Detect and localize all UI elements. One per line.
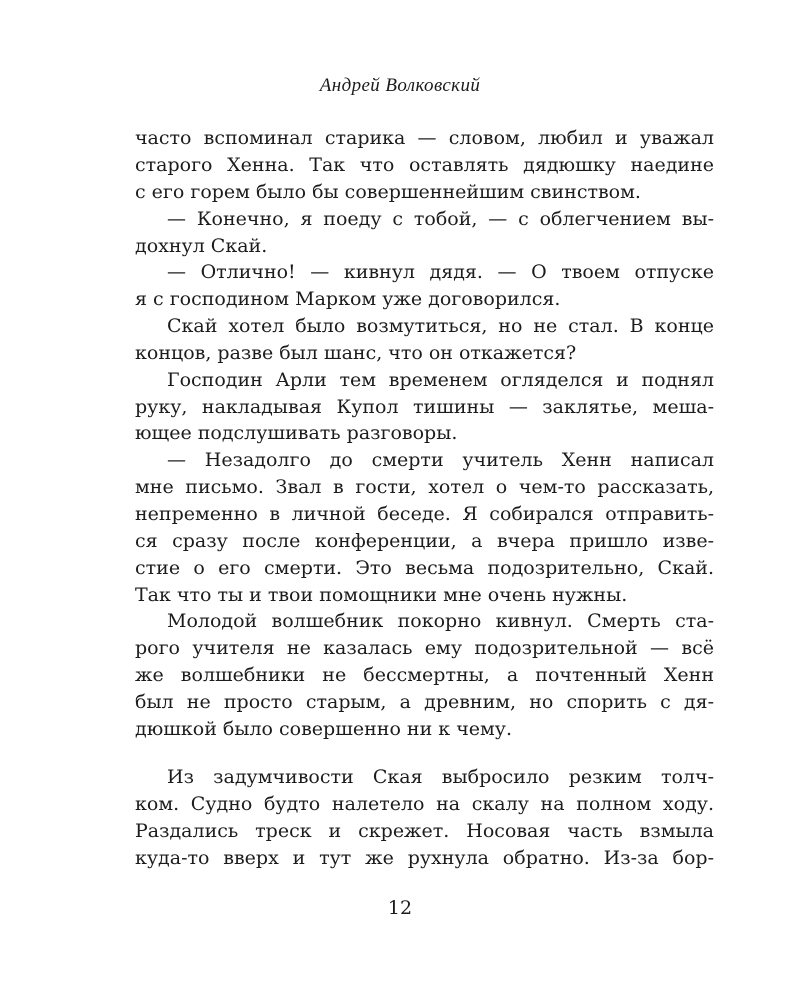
text-line: Из задумчивости Ская выбросило резким толч- xyxy=(167,766,714,788)
text-line: — Конечно, я поеду с тобой, — с облегчением вы- xyxy=(167,208,714,230)
text-line: же волшебники не бессмертны, а почтенный Хенн xyxy=(135,664,714,686)
text-line: Скай хотел было возмутиться, но не стал. В конце xyxy=(167,315,714,337)
text-line: ющее подслушивать разговоры. xyxy=(135,422,458,444)
text-line: Господин Арли тем временем огляделся и поднял xyxy=(167,369,714,391)
text-line: с его горем было бы совершеннейшим свинством. xyxy=(135,181,641,203)
text-line: Молодой волшебник покорно кивнул. Смерть ста- xyxy=(167,610,714,632)
text-line: концов, разве был шанс, что он откажется? xyxy=(135,342,577,364)
text-line: я с господином Марком уже договорился. xyxy=(135,288,561,310)
text-line: дохнул Скай. xyxy=(135,235,268,257)
text-line: — Незадолго до смерти учитель Хенн написал xyxy=(167,449,714,471)
text-line: руку, накладывая Купол тишины — заклятье, меша- xyxy=(135,396,714,418)
text-line: старого Хенна. Так что оставлять дядюшку наедине xyxy=(135,154,714,176)
text-line: стие о его смерти. Это весьма подозрительно, Скай. xyxy=(135,557,714,579)
text-line: был не просто старым, а древним, но спорить с дя- xyxy=(135,691,714,713)
running-head-author: Андрей Волковский xyxy=(319,75,481,96)
text-line: ком. Судно будто налетело на скалу на полном ходу. xyxy=(135,793,714,815)
text-line: ся сразу после конференции, а вчера пришло изве- xyxy=(135,530,714,552)
text-line: непременно в личной беседе. Я собирался отправить- xyxy=(135,503,714,525)
page-number: 12 xyxy=(387,897,413,919)
text-line: Раздались треск и скрежет. Носовая часть взмыла xyxy=(135,820,714,842)
text-line: — Отлично! — кивнул дядя. — О твоем отпуске xyxy=(167,261,714,283)
text-line: рого учителя не казалась ему подозрительной — всё xyxy=(135,637,714,659)
text-line: Так что ты и твои помощники мне очень нужны. xyxy=(135,584,628,606)
text-line: часто вспоминал старика — словом, любил и уважал xyxy=(135,127,714,149)
text-line: куда-то вверх и тут же рухнула обратно. Из-за бор- xyxy=(135,847,714,869)
text-line: дюшкой было совершенно ни к чему. xyxy=(135,718,513,740)
text-line: мне письмо. Звал в гости, хотел о чем-то рассказать, xyxy=(135,476,714,498)
